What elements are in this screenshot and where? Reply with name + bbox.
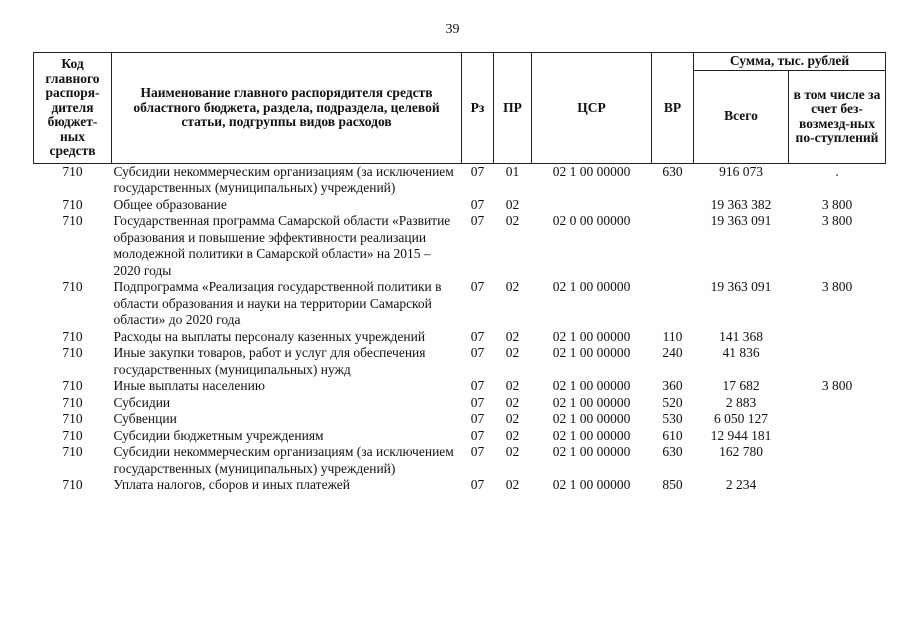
table-row [34, 279, 886, 329]
header-sum-group: Сумма, тыс. рублей [694, 53, 886, 71]
cell-name: Субсидии бюджетным учреждениям [113, 427, 324, 443]
cell-name: Подпрограмма «Реализация государственной политики в области образования и науки на территории Самарской области» до 2020 года [113, 279, 442, 327]
cell-total: 12 944 181 [710, 427, 772, 443]
cell-incl [789, 444, 886, 477]
cell-incl [789, 428, 886, 445]
cell-incl: 3 800 [821, 196, 853, 212]
cell-name: Государственная программа Самарской области «Развитие образования и повышение эффективности реализации молодежной политики в Самарской области» на 2015 – 2020 годы [113, 213, 451, 278]
cell-code: 710 [62, 394, 83, 410]
cell-rz: 07 [470, 196, 485, 212]
budget-table [33, 52, 886, 494]
cell-csr [532, 197, 652, 214]
cell-code: 710 [62, 477, 83, 492]
table-row [34, 477, 886, 494]
cell-csr: 02 0 00 00000 [552, 213, 631, 228]
cell-code: 710 [62, 163, 83, 179]
cell-name: Субсидии [113, 394, 171, 410]
cell-vr: 850 [662, 477, 683, 492]
cell-vr: 360 [662, 378, 683, 393]
cell-total: 19 363 382 [710, 196, 772, 212]
cell-code: 710 [62, 345, 83, 360]
cell-rz: 07 [470, 328, 485, 344]
cell-pr: 02 [505, 444, 520, 459]
cell-csr: 02 1 00 00000 [552, 378, 631, 393]
header-csr: ЦСР [532, 53, 652, 164]
cell-rz: 07 [470, 411, 485, 426]
cell-incl [789, 395, 886, 412]
cell-csr: 02 1 00 00000 [552, 328, 631, 344]
cell-total: 6 050 127 [714, 411, 768, 426]
cell-vr [652, 213, 694, 279]
cell-total: 162 780 [719, 444, 763, 459]
cell-rz: 07 [470, 213, 485, 228]
cell-incl: 3 800 [821, 378, 853, 393]
cell-pr: 02 [505, 196, 520, 212]
cell-total: 2 234 [725, 477, 757, 492]
table-row [34, 378, 886, 395]
cell-pr: 02 [505, 411, 520, 426]
cell-code: 710 [62, 196, 83, 212]
cell-rz: 07 [470, 444, 485, 459]
table-row [34, 345, 886, 378]
cell-incl [789, 329, 886, 346]
cell-csr: 02 1 00 00000 [552, 279, 631, 294]
cell-vr: 630 [662, 444, 683, 459]
cell-name: Субсидии некоммерческим организациям (за исключением государственных (муниципальных) учреждений) [113, 444, 454, 476]
cell-name: Расходы на выплаты персоналу казенных учреждений [113, 328, 426, 344]
cell-code: 710 [62, 411, 83, 426]
cell-vr: 610 [662, 427, 683, 443]
cell-code: 710 [62, 279, 83, 294]
cell-pr: 01 [505, 163, 520, 179]
cell-vr: 240 [662, 345, 683, 360]
cell-csr: 02 1 00 00000 [552, 394, 631, 410]
cell-incl: 3 800 [821, 279, 853, 294]
table-row [34, 411, 886, 428]
cell-total: 41 836 [722, 345, 760, 360]
header-total: Всего [694, 70, 789, 163]
cell-total: 2 883 [725, 394, 757, 410]
cell-csr: 02 1 00 00000 [552, 411, 631, 426]
header-row [34, 53, 886, 71]
cell-incl [789, 411, 886, 428]
table-row [34, 329, 886, 346]
cell-csr: 02 1 00 00000 [552, 444, 631, 459]
cell-rz: 07 [470, 394, 485, 410]
cell-name: Уплата налогов, сборов и иных платежей [113, 477, 350, 492]
cell-vr: 110 [662, 328, 683, 344]
header-pr: ПР [494, 53, 532, 164]
cell-pr: 02 [505, 477, 520, 492]
cell-pr: 02 [505, 213, 520, 228]
cell-vr: 530 [662, 411, 683, 426]
cell-incl: 3 800 [821, 213, 853, 228]
cell-pr: 02 [505, 328, 520, 344]
cell-csr: 02 1 00 00000 [552, 163, 631, 179]
cell-pr: 02 [505, 345, 520, 360]
cell-name: Иные закупки товаров, работ и услуг для обеспечения государственных (муниципальных) нужд [113, 345, 426, 377]
header-incl: в том числе за счет без-возмезд-ных по-ступлений [789, 70, 886, 163]
table-row [34, 395, 886, 412]
page-number: 39 [445, 22, 460, 37]
table-body [34, 163, 886, 494]
cell-rz: 07 [470, 279, 485, 294]
cell-rz: 07 [470, 163, 485, 179]
cell-code: 710 [62, 378, 83, 393]
table-row [34, 444, 886, 477]
cell-total: 17 682 [722, 378, 760, 393]
cell-code: 710 [62, 213, 83, 228]
cell-pr: 02 [505, 378, 520, 393]
cell-name: Общее образование [113, 196, 227, 212]
cell-code: 710 [62, 328, 83, 344]
cell-incl [789, 477, 886, 494]
cell-vr: 630 [662, 163, 683, 179]
cell-incl: . [835, 163, 839, 179]
cell-name: Иные выплаты населению [113, 378, 265, 393]
cell-pr: 02 [505, 394, 520, 410]
cell-vr: 520 [662, 394, 683, 410]
header-name: Наименование главного распорядителя средств областного бюджета, раздела, подраздела, целевой статьи, подгруппы видов расходов [112, 53, 462, 164]
cell-rz: 07 [470, 477, 485, 492]
cell-rz: 07 [470, 427, 485, 443]
cell-total: 916 073 [719, 163, 763, 179]
cell-total: 19 363 091 [710, 279, 772, 294]
cell-rz: 07 [470, 378, 485, 393]
cell-name: Субвенции [113, 411, 177, 426]
table-row [34, 197, 886, 214]
cell-code: 710 [62, 427, 83, 443]
header-rz: Рз [462, 53, 494, 164]
header-code: Код главного распоря-дителя бюджет-ных средств [34, 53, 112, 164]
cell-pr: 02 [505, 427, 520, 443]
table-row [34, 213, 886, 279]
cell-vr [652, 279, 694, 329]
header-vr: ВР [652, 53, 694, 164]
cell-csr: 02 1 00 00000 [552, 477, 631, 492]
cell-total: 19 363 091 [710, 213, 772, 228]
cell-incl [789, 345, 886, 378]
cell-code: 710 [62, 444, 83, 459]
cell-name: Субсидии некоммерческим организациям (за исключением государственных (муниципальных) учреждений) [113, 163, 454, 195]
cell-csr: 02 1 00 00000 [552, 345, 631, 360]
cell-pr: 02 [505, 279, 520, 294]
cell-csr: 02 1 00 00000 [552, 427, 631, 443]
cell-vr [652, 197, 694, 214]
table-row [34, 428, 886, 445]
cell-rz: 07 [470, 345, 485, 360]
cell-total: 141 368 [719, 328, 763, 344]
table-row [34, 163, 886, 197]
